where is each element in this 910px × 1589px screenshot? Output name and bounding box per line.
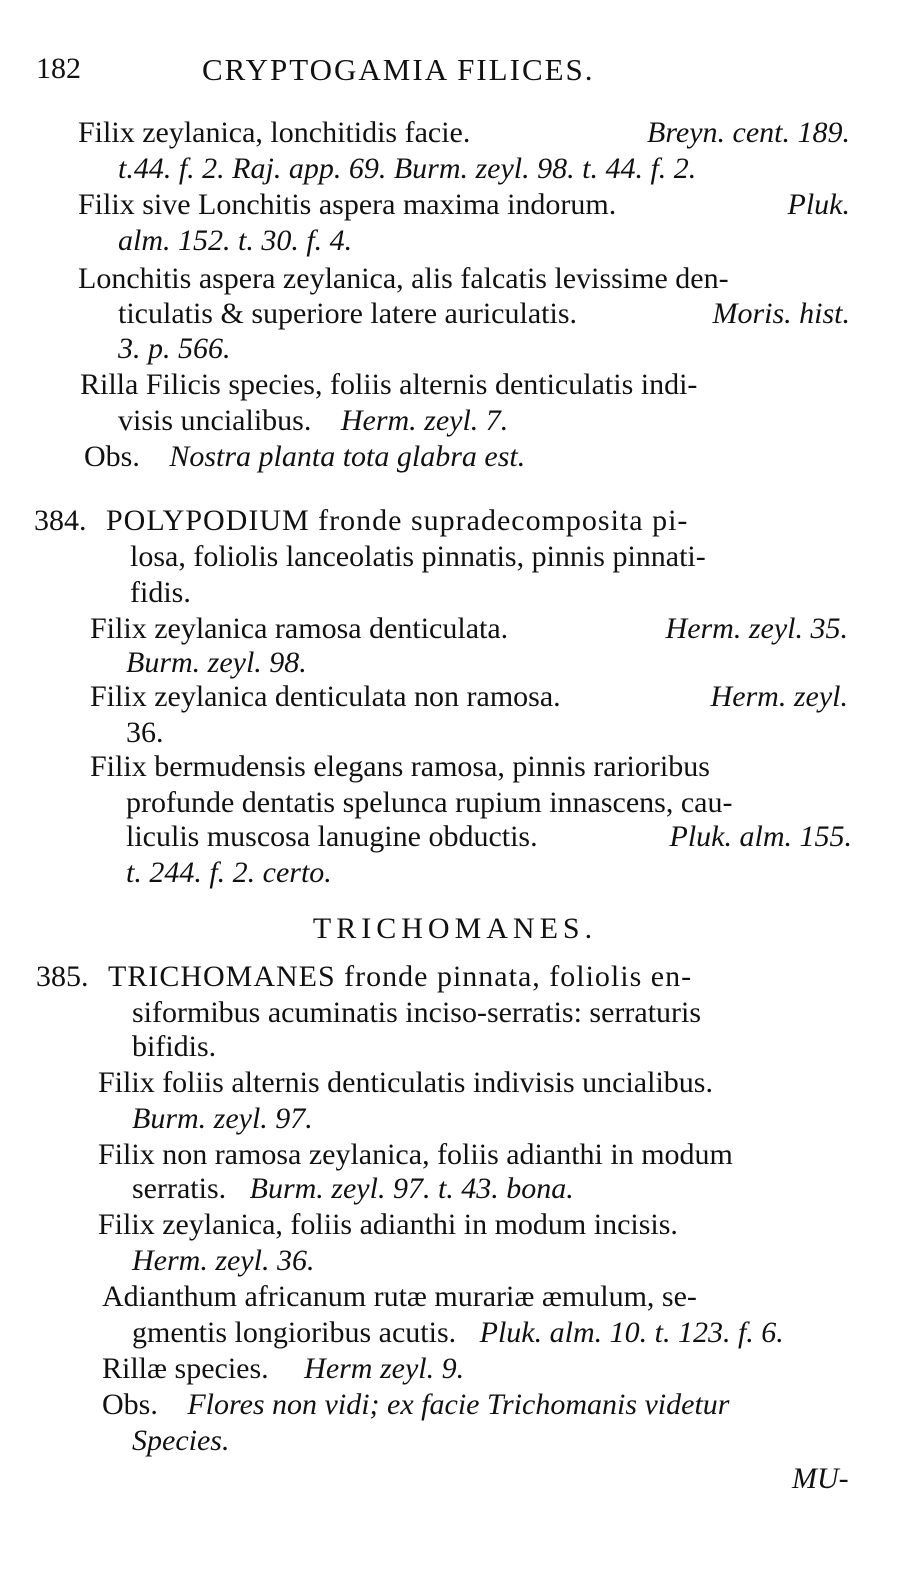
page-header [36, 52, 876, 92]
observation [84, 440, 525, 474]
observation [102, 1388, 729, 1422]
citation: Moris. hist. [712, 297, 850, 330]
synonym-line: Rilla Filicis species, foliis alternis denticulatis indi- [80, 368, 698, 401]
synonym-line [132, 1172, 574, 1206]
catchword: MU- [792, 1462, 849, 1495]
citation: alm. 152. t. 30. f. 4. [118, 224, 353, 257]
synonym-line: Lonchitis aspera zeylanica, alis falcatis levissime den- [78, 262, 729, 295]
citation: Pluk. alm. 155. [669, 820, 852, 853]
obs-text: Flores non vidi; ex facie Trichomanis videtur [187, 1388, 730, 1421]
synonym-line: Filix foliis alternis denticulatis indivisis uncialibus. [98, 1066, 713, 1099]
synonym-line [90, 612, 848, 646]
citation: 3. p. 566. [118, 332, 231, 365]
obs-label: Obs. [102, 1388, 158, 1421]
synonym-line [132, 1316, 784, 1350]
citation: 36. [126, 716, 164, 749]
citation: Herm. zeyl. [710, 680, 848, 713]
synonym-text: visis uncialibus. [118, 404, 312, 437]
citation: Herm. zeyl. 7. [340, 404, 509, 437]
synonym-text: gmentis longioribus acutis. [132, 1316, 457, 1349]
species-heading [34, 504, 848, 538]
species-diagnosis: siformibus acuminatis inciso-serratis: serraturis [132, 996, 702, 1029]
citation: Breyn. cent. 189. [647, 116, 850, 149]
obs-label: Obs. [84, 440, 140, 473]
synonym-line [90, 680, 848, 714]
citation: Herm. zeyl. 36. [132, 1244, 315, 1277]
species-diagnosis: losa, foliolis lanceolatis pinnatis, pinnis pinnati- [130, 540, 706, 573]
obs-text: Nostra planta tota glabra est. [169, 440, 526, 473]
citation: Pluk. alm. 10. t. 123. f. 6. [479, 1316, 784, 1349]
species-diagnosis: fidis. [130, 576, 191, 609]
synonym-text: Filix zeylanica, lonchitidis facie. [78, 116, 471, 149]
species-diagnosis: TRICHOMANES fronde pinnata, foliolis en- [108, 960, 693, 993]
synonym-line: Adianthum africanum rutæ murariæ æmulum, se- [102, 1280, 697, 1313]
citation: t.44. f. 2. Raj. app. 69. Burm. zeyl. 98. t. 44. f. 2. [118, 152, 697, 185]
citation: Herm. zeyl. 35. [665, 612, 848, 645]
synonym-line [78, 188, 850, 222]
synonym-line: profunde dentatis spelunca rupium innascens, cau- [126, 786, 733, 819]
synonym-line [118, 297, 850, 331]
citation: Burm. zeyl. 97. t. 43. bona. [249, 1172, 574, 1205]
page-number: 182 [36, 52, 81, 85]
synonym-line: Filix bermudensis elegans ramosa, pinnis rarioribus [90, 750, 710, 783]
synonym-text: Rillæ species. [102, 1352, 269, 1385]
species-diagnosis: POLYPODIUM fronde supradecomposita pi- [106, 504, 689, 537]
synonym-line: Filix zeylanica, foliis adianthi in modum incisis. [98, 1208, 678, 1241]
synonym-text: Filix zeylanica denticulata non ramosa. [90, 680, 561, 713]
entry-number: 385. [36, 960, 89, 993]
synonym-text: ticulatis & superiore latere auriculatis. [118, 297, 577, 330]
synonym-line [126, 820, 852, 854]
synonym-text: serratis. [132, 1172, 227, 1205]
synonym-line [118, 404, 508, 438]
species-diagnosis: bifidis. [132, 1030, 217, 1063]
species-heading [36, 960, 858, 994]
synonym-text: Filix sive Lonchitis aspera maxima indorum. [78, 188, 617, 221]
citation: t. 244. f. 2. certo. [126, 856, 332, 889]
synonym-line [78, 116, 850, 150]
synonym-text: liculis muscosa lanugine obductis. [126, 820, 538, 853]
synonym-line [102, 1352, 464, 1386]
obs-text: Species. [132, 1424, 230, 1457]
running-title: CRYPTOGAMIA FILICES. [202, 52, 595, 87]
entry-number: 384. [34, 504, 87, 537]
citation: Burm. zeyl. 97. [132, 1102, 313, 1135]
synonym-text: Filix zeylanica ramosa denticulata. [90, 612, 509, 645]
citation: Pluk. [787, 188, 850, 221]
section-title: TRICHOMANES. [312, 912, 598, 945]
citation: Burm. zeyl. 98. [126, 646, 307, 679]
synonym-line: Filix non ramosa zeylanica, foliis adianthi in modum [98, 1138, 733, 1171]
citation: Herm zeyl. 9. [304, 1352, 465, 1385]
